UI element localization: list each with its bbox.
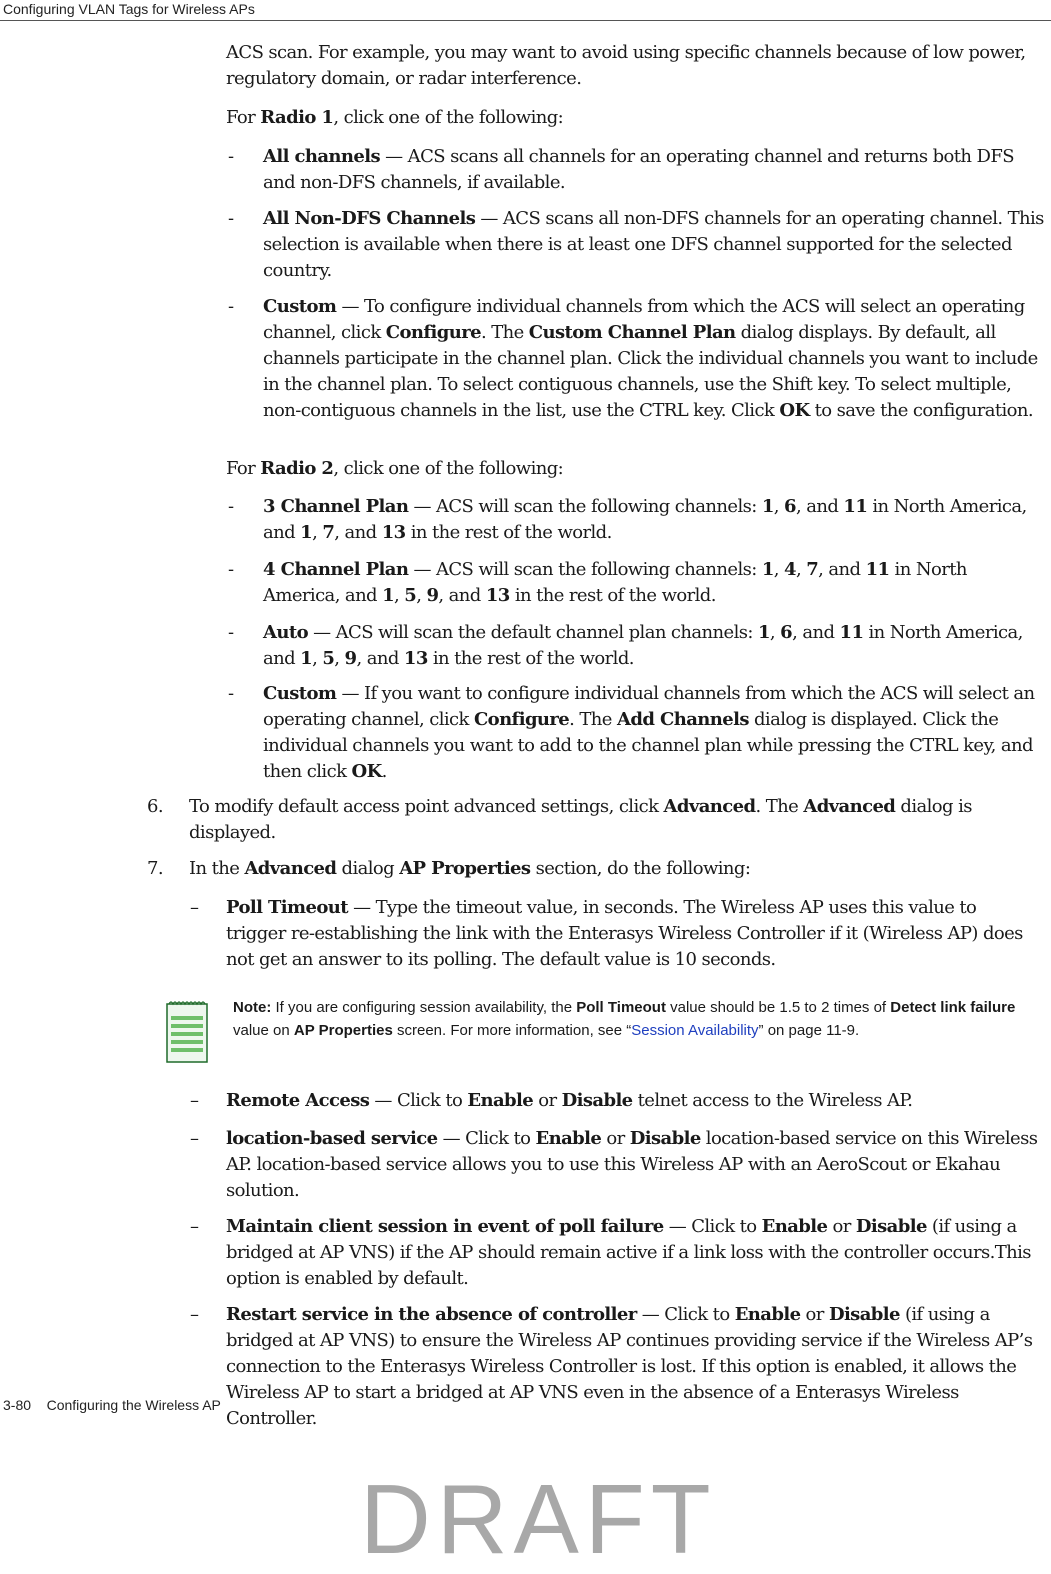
- dash: –: [190, 1128, 199, 1149]
- bullet: -: [228, 208, 235, 229]
- page-footer: 3-80 Configuring the Wireless AP: [3, 1397, 221, 1413]
- poll-timeout: Poll Timeout — Type the timeout value, in seconds. The Wireless AP uses this value to trigger re-establishing the link with the Enterasys Wireless Controller if it (Wireless AP) does not get an answer to its polling. The default value is 10 seconds.: [226, 897, 1023, 970]
- radio1-non-dfs: All Non-DFS Channels — ACS scans all non-DFS channels for an operating channel. This selection is available when there is at least one DFS channel supported for the selected country.: [263, 208, 1044, 281]
- step-number: 6.: [147, 796, 163, 817]
- bullet: -: [228, 296, 235, 317]
- radio1-custom: Custom — To configure individual channels from which the ACS will select an operating channel, click Configure. The Custom Channel Plan dialog displays. By default, all channels participate in the channel plan. Click the individual channels you want to include in the channel plan. To select contiguous channels, use the Shift key. To select multiple, non-contiguous channels in the list, use the CTRL key. Click OK to save the configuration.: [263, 296, 1038, 421]
- notepad-icon: [165, 1000, 209, 1064]
- bullet: -: [228, 496, 235, 517]
- bullet: -: [228, 146, 235, 167]
- session-availability-link[interactable]: Session Availability: [631, 1022, 759, 1039]
- location-based-service: location-based service — Click to Enable or Disable location-based service on this Wireless AP. location-based service allows you to use this Wireless AP with an AeroScout or Ekahau solution.: [226, 1128, 1038, 1201]
- radio1-all-channels: All channels — ACS scans all channels for an operating channel and returns both DFS and non-DFS channels, if available.: [263, 146, 1014, 193]
- remote-access: Remote Access — Click to Enable or Disable telnet access to the Wireless AP.: [226, 1090, 913, 1111]
- bullet: -: [228, 622, 235, 643]
- dash: –: [190, 1304, 199, 1325]
- dash: –: [190, 1090, 199, 1111]
- radio2-intro: For Radio 2, click one of the following:: [226, 458, 564, 479]
- radio2-3-channel-plan: 3 Channel Plan — ACS will scan the following channels: 1, 6, and 11 in North America, and 1, 7, and 13 in the rest of the world.: [263, 496, 1027, 543]
- restart-service: Restart service in the absence of controller — Click to Enable or Disable (if using a bridged at AP VNS) to ensure the Wireless AP continues providing service if the Wireless AP’s connection to the Enterasys Wireless Controller is lost. If this option is enabled, it allows the Wireless AP to start a bridged at AP VNS even in the absence of a Enterasys Wireless Controller.: [226, 1304, 1033, 1429]
- bullet: -: [228, 683, 235, 704]
- note-box: Note: If you are configuring session availability, the Poll Timeout value should be 1.5 to 2 times of Detect link failure value on AP Properties screen. For more information, see “Session Availability” on page 11-9.: [233, 999, 1016, 1039]
- maintain-client-session: Maintain client session in event of poll failure — Click to Enable or Disable (if using a bridged at AP VNS) if the AP should remain active if a link loss with the controller occurs.This option is enabled by default.: [226, 1216, 1031, 1289]
- step-number: 7.: [147, 858, 163, 879]
- step-6: To modify default access point advanced settings, click Advanced. The Advanced dialog is displayed.: [189, 796, 972, 843]
- bullet: -: [228, 559, 235, 580]
- intro-paragraph: ACS scan. For example, you may want to avoid using specific channels because of low power, regulatory domain, or radar interference.: [226, 42, 1026, 89]
- radio2-custom: Custom — If you want to configure individual channels from which the ACS will select an operating channel, click Configure. The Add Channels dialog is displayed. Click the individual channels you want to add to the channel plan while pressing the CTRL key, and then click OK.: [263, 683, 1035, 782]
- radio2-4-channel-plan: 4 Channel Plan — ACS will scan the following channels: 1, 4, 7, and 11 in North America, and 1, 5, 9, and 13 in the rest of the world.: [263, 559, 967, 606]
- dash: –: [190, 1216, 199, 1237]
- running-header: [0, 0, 1051, 21]
- draft-watermark: DRAFT: [360, 1464, 717, 1574]
- radio1-intro: For Radio 1, click one of the following:: [226, 107, 564, 128]
- step-7: In the Advanced dialog AP Properties section, do the following:: [189, 858, 751, 879]
- radio2-auto: Auto — ACS will scan the default channel plan channels: 1, 6, and 11 in North America, and 1, 5, 9, and 13 in the rest of the world.: [263, 622, 1023, 669]
- header-title: Configuring VLAN Tags for Wireless APs: [3, 1, 255, 17]
- dash: –: [190, 897, 199, 918]
